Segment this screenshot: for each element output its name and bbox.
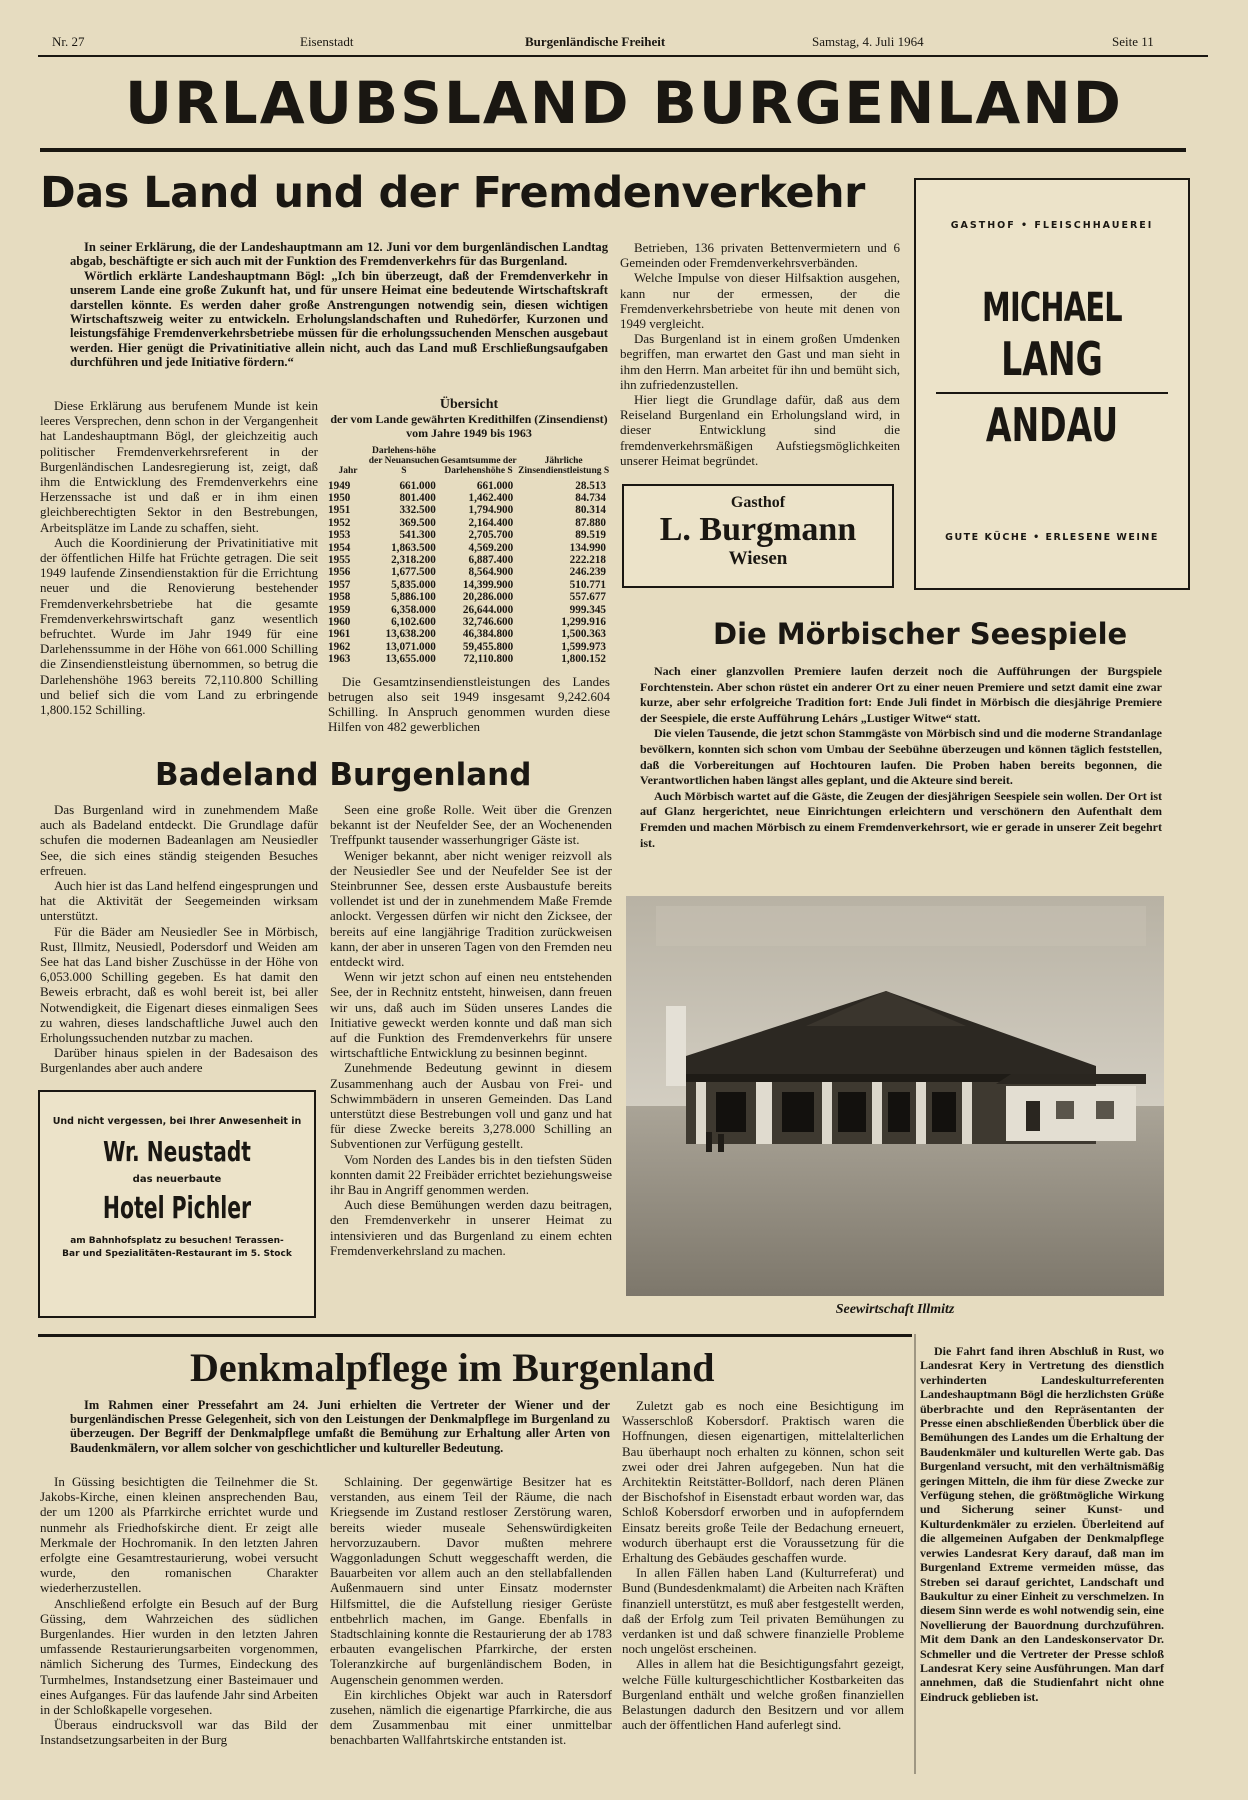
paragraph: Auch Mörbisch wartet auf die Gäste, die Zeugen der diesjährigen Seespiele sein wollen. Der Ort ist auf Glanz hergerichtet, neue Einrichtungen erleichtern und verschönern den Aufenthalt dem Fremden und machen Mörbisch zu einem Fremdenverkehrsort, wie er gerade in unserer Zeit begehrt ist.	[640, 788, 1162, 850]
paragraph: Ein kirchliches Objekt war auch in Ratersdorf zusehen, nämlich die eigenartige Pfarrkirche, die aus dem Zusammenbau mit einer unmittelbar benachbarten Wallfahrtskirche entstanden ist.	[330, 1686, 612, 1748]
table-cell: 1955	[328, 554, 351, 567]
table-row	[328, 653, 610, 665]
newspaper-name: Burgenländische Freiheit	[525, 34, 666, 49]
table-row	[328, 628, 610, 640]
paragraph: Auch diese Bemühungen werden dazu beitragen, den Fremdenverkehr in unserer Heimat zu intensivieren und das Burgenland zu einem echten Fremdenverkehrsland zu machen.	[330, 1197, 612, 1258]
building-photo	[626, 896, 1164, 1296]
table-cell: 1,794.900	[468, 504, 514, 517]
paragraph: Seen eine große Rolle. Weit über die Grenzen bekannt ist der Neufelder See, der an Wochenenden Treffpunkt tausender wasserhungriger Gäste ist.	[330, 802, 612, 848]
header-rule	[38, 55, 1208, 57]
column-divider	[914, 1334, 916, 1774]
table-cell: 1,500.363	[561, 628, 606, 641]
table-cell: 89.519	[575, 529, 606, 542]
issue-number: Nr. 27	[52, 34, 85, 49]
table-cell: 1951	[328, 504, 351, 517]
article-body-seespiele	[640, 664, 1162, 851]
ad-name-line: ANDAU	[985, 398, 1119, 452]
table-cell: 1,863.500	[391, 541, 436, 554]
table-header: Gesamtsumme der Darlehenshöhe S	[440, 455, 517, 476]
table-row	[328, 504, 610, 516]
paragraph: Auch die Koordinierung der Privatinitiative mit der öffentlichen Hilfe hat Früchte getragen. Die seit 1949 laufende Zinsendienstaktion für die Errichtung neuer und die Renovierung bestehender Fremdenverkehrsbetriebe hat die gesamte Fremdenverkehrswirtschaft ganz wesentlich befruchtet. Wurde im Jahr 1949 für eine Darlehenssumme in der Höhe von 661.000 Schilling die Zinsendienstleistung übernommen, so betrug die Darlehenshöhe 1963 bereits 72,110.800 Schilling und belief sich die vom Land zu erbringende 1,800.152 Schilling.	[40, 534, 318, 718]
table-cell: 28.513	[575, 479, 606, 492]
lead-paragraph: In seiner Erklärung, die der Landeshauptmann am 12. Juni vor dem burgenländischen Landtag abgab, beschäftigte er sich auch mit der Funktion des Fremdenverkehrs für das Burgenland.	[70, 240, 608, 269]
table-cell: 13,638.200	[385, 628, 436, 641]
article-lead-fremdenverkehr	[70, 240, 608, 370]
table-cell: 999.345	[569, 603, 606, 616]
paragraph: Wenn wir jetzt schon auf einen neu entstehenden See, der in Rechnitz entsteht, hinweisen, dann freuen wir uns, daß auch im Süden unseres Landes die Initiative geweckt werden konnte und daß man sich auf die Funktion des Fremdenverkehrs für unsere wirtschaftliche Entwicklung zu besinnen beginnt.	[330, 969, 612, 1061]
paragraph: Anschließend erfolgte ein Besuch auf der Burg Güssing, dem Wahrzeichen des südlichen Burgenlandes. Hier wurden in den letzten Jahren umfassende Restaurierungsarbeiten vorgenommen, nämlich Sicherung des Turmes, Eindeckung des Turmhelmes, Instandsetzung einer Basteimauer und eines Aufganges. Für das laufende Jahr sind Arbeiten in der Schloßkapelle vorgesehen.	[40, 1595, 318, 1718]
paragraph: Das Burgenland ist in einem großen Umdenken begriffen, man erwartet den Gast und man sieht in ihm den Herrn. Man arbeitet für ihn und bemüht sich, ihn zufriedenzustellen.	[620, 331, 900, 392]
article-column	[620, 240, 900, 468]
paragraph: Zuletzt gab es noch eine Besichtigung im Wasserschloß Kobersdorf. Praktisch waren die Hoffnungen, diesen eigenartigen, mittelalterlichen Bau überhaupt noch erhalten zu können, schon seit zwei oder drei Jahren aufgegeben. Nun hat die Architektin Reitstätter-Bolldorf, nach deren Plänen der Bischofshof in Eisenstadt erbaut worden war, das Schloß Kobersdorf erworben und in aufopferndem Einsatz bereits große Teile der Bedachung erneuert, wodurch überhaupt erst die Voraussetzung für die Erhaltung des Gebäudes geschaffen wurde.	[622, 1398, 904, 1566]
article-column	[330, 1474, 612, 1748]
table-cell: 557.677	[569, 591, 606, 604]
table-header: Jährliche Zinsendienstleistung S	[518, 455, 610, 476]
table-cell: 59,455.800	[462, 640, 514, 653]
table-cell: 332.500	[399, 504, 436, 517]
ad-city: Wr. Neustadt	[103, 1135, 251, 1168]
table-cell: 13,071.000	[385, 640, 436, 653]
section-rule	[38, 1334, 912, 1337]
table-cell: 1949	[328, 479, 351, 492]
paragraph: Schlaining. Der gegenwärtige Besitzer hat es verstanden, aus einem Teil der Räume, die nach Kriegsende im Zustand restloser Zerstörung waren, bereits wieder museale Sehenswürdigkeiten hervorzuzaubern. Davor mußten mehrere Waggonladungen Schutt weggeschafft werden, die Bauarbeiten vor allem auch an den stellabfallenden Außenmauern sind unter Einsatz modernster Hilfsmittel, die die Aufstellung riesiger Gerüste entbehrlich machen, im Gange. Ebenfalls in Stadtschlaining konnte die Restaurierung der ab 1783 erbauten evangelischen Pfarrkirche, der ersten Toleranzkirche auf burgenländischem Boden, in Augenschein genommen werden.	[330, 1474, 612, 1687]
table-cell: 84.734	[575, 492, 606, 504]
table-cell: 6,102.600	[391, 616, 436, 629]
credit-table	[328, 446, 610, 666]
ad-name-line: LANG	[1001, 332, 1103, 386]
paragraph: In allen Fällen haben Land (Kulturreferat) und Bund (Bundesdenkmalamt) die Arbeiten nach Kräften finanziell unterstützt, es muß aber festgestellt werden, daß der Erfolg zum Teil privaten Bemühungen zu verdanken ist und daß schwere finanzielle Probleme noch ungelöst erscheinen.	[622, 1565, 904, 1657]
table-cell: 1,299.916	[561, 616, 606, 629]
table-cell: 46,384.800	[462, 628, 514, 641]
paragraph: Vom Norden des Landes bis in den tiefsten Süden konnten damit 22 Freibäder errichtet beziehungsweise ihr Bau in Angriff genommen werden.	[330, 1151, 612, 1198]
table-cell: 1,800.152	[561, 653, 606, 666]
table-cell: 541.300	[399, 529, 436, 542]
table-cell: 661.000	[399, 479, 436, 492]
table-row	[328, 542, 610, 554]
paragraph: Hier liegt die Grundlage dafür, daß aus dem Reiseland Burgenland ein Erholungsland wird, in dieser Entwicklung sind die fremdenverkehrsmäßigen Aufstiegsmöglichkeiten unserer Heimat begründet.	[620, 392, 900, 468]
advertisement-pichler	[38, 1090, 316, 1318]
paragraph: In Güssing besichtigten die Teilnehmer die St. Jakobs-Kirche, einen kleinen ansprechenden Bau, der um 1200 als Pfarrkirche errichtet wurde und nunmehr als Friedhofskirche dient. Er zeigt alle Merkmale der Hochromanik. In den letzten Jahren erfolgte eine Gesamtrestaurierung, wobei versucht wurde, den romanischen Charakter wiederherzustellen.	[40, 1474, 318, 1596]
table-cell: 6,358.000	[391, 603, 436, 616]
table-row	[328, 641, 610, 653]
table-row	[328, 579, 610, 591]
table-row	[328, 591, 610, 603]
table-cell: 20,286.000	[462, 591, 514, 604]
table-cell: 134.990	[569, 541, 606, 554]
ad-heading: Gasthof	[730, 494, 786, 511]
table-cell: 2,705.700	[468, 529, 514, 542]
table-header: Darlehens-höhe der Neuansuchen S	[368, 445, 440, 476]
table-cell: 246.239	[569, 566, 606, 579]
table-cell: 6,887.400	[468, 554, 514, 567]
table-row	[328, 554, 610, 566]
table-subtitle: der vom Lande gewährten Kredithilfen (Zinsendienst) vom Jahre 1949 bis 1963	[330, 411, 608, 440]
table-cell: 13,655.000	[385, 653, 436, 666]
table-cell: 1958	[328, 591, 351, 604]
article-title-fremdenverkehr: Das Land und der Fremdenverkehr	[40, 168, 865, 218]
ad-divider	[936, 392, 1168, 394]
table-cell: 1,462.400	[468, 492, 514, 504]
ad-name-block	[916, 285, 1188, 452]
table-cell: 1953	[328, 529, 351, 542]
issue-date: Samstag, 4. Juli 1964	[812, 34, 924, 49]
paragraph: Die Fahrt fand ihren Abschluß in Rust, wo Landesrat Kery in Vertretung des dienstlich verhinderten Landeskulturreferenten Landeshauptmann Bögl die herzlichsten Grüße überbrachte und den Repräsentanten der Presse einen abschließenden Überblick über die Bemühungen des Landes um die Erhaltung der Baudenkmäler und kulturellen Werte gab. Das Burgenland versucht, mit den verhältnismäßig geringen Mitteln, die ihm für diese Zwecke zur Verfügung stehen, die größtmögliche Wirkung und Sicherung seiner Kunst- und Kulturdenkmäler zu erzielen. Überleitend auf die allgemeinen Aufgaben der Denkmalpflege verwies Landesrat Kery darauf, daß man im Burgenland Extreme vermeiden müsse, das Streben sei darauf gerichtet, Landschaft und Baukultur zu einer Einheit zu verschmelzen. In diesem Sinn werde es wohl notwendig sein, eine Novellierung der Bauordnung durchzuführen. Mit dem Dank an den Landeskonservator Dr. Schmeller und die Vertreter der Presse schloß Landesrat Kery seine Ausführungen. Man darf annehmen, daß die Studienfahrt nicht ohne Eindruck geblieben ist.	[920, 1344, 1164, 1704]
table-cell: 1,599.973	[561, 640, 606, 653]
table-cell: 4,569.200	[468, 541, 514, 554]
table-row	[328, 566, 610, 578]
table-cell: 80.314	[575, 504, 606, 517]
paragraph-text: Die Gesamtzinsendienstleistungen des Landes betrugen also seit 1949 insgesamt 9,242.604 Schilling. In Anspruch genommen wurden diese Hilfen von 482 gewerblichen	[328, 673, 610, 735]
paragraph: Das Burgenland wird in zunehmendem Maße auch als Badeland entdeckt. Die Grundlage dafür schufen die modernen Badeanlagen am Neusiedler See, die sich eines ständig steigenden Besuches erfreuen.	[40, 802, 318, 878]
table-cell: 510.771	[569, 578, 606, 591]
table-cell: 1950	[328, 492, 351, 504]
table-cell: 1952	[328, 516, 351, 529]
article-column	[40, 398, 318, 717]
table-title: Übersicht	[439, 397, 499, 412]
banner-title: URLAUBSLAND BURGENLAND	[125, 69, 1123, 137]
table-cell: 661.000	[476, 479, 514, 492]
ad-footer-line: Bar und Spezialitäten-Restaurant im 5. Stock	[62, 1249, 292, 1259]
table-cell: 26,644.000	[462, 603, 514, 616]
table-cell: 1956	[328, 566, 351, 579]
table-cell: 369.500	[399, 516, 436, 529]
ad-heading: Und nicht vergessen, bei Ihrer Anwesenheit in	[52, 1116, 302, 1127]
article-column	[330, 802, 612, 1258]
table-cell: 222.218	[569, 554, 606, 567]
paragraph: Auch hier ist das Land helfend eingesprungen und hat die Aktivität der Seegemeinden wirksam unterstützt.	[40, 878, 318, 924]
advertisement-burgmann	[622, 484, 894, 588]
advertisement-lang	[914, 178, 1190, 590]
table-cell: 1960	[328, 616, 351, 629]
table-cell: 1,677.500	[391, 566, 436, 579]
paragraph: Weniger bekannt, aber nicht weniger reizvoll als der Neusiedler See und der Neufelder See ist der Steinbrunner See, dessen erste Ausbaustufe bereits vollendet ist und der in zunehmendem Maße Fremde anlockt. Vergessen dürfen wir nicht den Zicksee, der bereits auf eine langjährige Tradition zurückweisen kann, der aber in unseren Tagen von den Fremden neu entdeckt wird.	[330, 847, 612, 970]
table-cell: 2,318.200	[391, 554, 436, 567]
city: Eisenstadt	[300, 34, 354, 49]
table-row	[328, 604, 610, 616]
paragraph: Diese Erklärung aus berufenem Munde ist kein leeres Versprechen, denn schon in der Vergangenheit hat Landeshauptmann Bögl, der gleichzeitig auch politischer Fremdenverkehrsreferent in der Burgenländischen Landesregierung ist, zeigt, daß ihm die Entwicklung des Fremdenverkehrs eine Herzenssache ist und daß er in ihm einen gleichberechtigten Sektor in den Bestrebungen, Arbeitsplätze im Lande zu schaffen, sieht.	[40, 398, 318, 535]
table-cell: 2,164.400	[468, 516, 514, 529]
table-row	[328, 492, 610, 504]
lead-paragraph: Wörtlich erklärte Landeshauptmann Bögl: „Ich bin überzeugt, daß der Fremdenverkehr in unserem Lande eine große Zukunft hat, und für unsere Heimat eine bedeutende Wirtschaftskraft darstellen könnte. Es werden daher große Anstrengungen notwendig sein, diesen wichtigen Wirtschaftszweig weiter zu entwickeln. Erholungslandschaften und Ruhedörfer, Kurzonen und leistungsfähige Fremdenverkehrsbetriebe müssen für die erholungssuchenden Menschen ausgebaut werden. Hier genügt die Privatinitiative allein nicht, auch das Land muß Erschließungsaufgaben durchführen und jede Initiative fördern.“	[70, 268, 608, 370]
paragraph	[328, 674, 610, 735]
article-column	[622, 1398, 904, 1732]
article-title-seespiele: Die Mörbischer Seespiele	[713, 617, 1128, 651]
table-cell: 32,746.600	[462, 616, 514, 629]
paragraph: Nach einer glanzvollen Premiere laufen derzeit noch die Aufführungen der Burgspiele Forchtenstein. Aber schon rüstet ein anderer Ort zu einer neuen Premiere und setzt damit eine zwar kurze, aber sehr erfolgreiche Tradition fort: Ende Juli findet in Mörbisch die diesjährige Premiere der Seespiele, die erste Aufführung Lehárs „Lustiger Witwe“ statt.	[640, 664, 1162, 725]
ad-heading: GASTHOF • FLEISCHHAUEREI	[950, 220, 1154, 231]
article-column	[40, 802, 318, 1076]
table-cell: 72,110.800	[463, 653, 514, 666]
paragraph: Alles in allem hat die Besichtigungsfahrt gezeigt, welche Fülle kulturgeschichtlicher Kostbarkeiten das Burgenland enthält und welche großen finanziellen Belastungen dadurch den Besitzern und vor allem auch der öffentlichen Hand auferlegt sind.	[622, 1656, 904, 1733]
table-cell: 5,886.100	[391, 591, 436, 604]
table-cell: 801.400	[399, 492, 436, 504]
article-title-denkmalpflege: Denkmalpflege im Burgenland	[190, 1345, 715, 1390]
table-header: Jahr	[338, 465, 358, 476]
table-cell: 87.880	[575, 516, 606, 529]
paragraph: Überaus eindrucksvoll war das Bild der Instandsetzungsarbeiten in der Burg	[40, 1717, 318, 1748]
article-lead-denkmalpflege	[70, 1398, 610, 1455]
table-cell: 1962	[328, 640, 351, 653]
article-title-badeland: Badeland Burgenland	[155, 757, 532, 793]
article-column	[40, 1474, 318, 1748]
table-row	[328, 529, 610, 541]
lead-paragraph: Im Rahmen einer Pressefahrt am 24. Juni erhielten die Vertreter der Wiener und der burgenländischen Presse Gelegenheit, sich von den Leistungen der Denkmalpflege im Burgenland zu überzeugen. Der Begriff der Denkmalpflege umfaßt die Bemühung zur Erhaltung aller Arten von Baudenkmälern, vor allem solcher von geschichtlicher und kultureller Bedeutung.	[70, 1398, 610, 1455]
ad-footer: GUTE KÜCHE • ERLESENE WEINE	[945, 532, 1159, 543]
ad-place: Wiesen	[728, 547, 788, 569]
table-cell: 1963	[328, 653, 351, 666]
paragraph: Betrieben, 136 privaten Bettenvermietern und 6 Gemeinden oder Fremdenverkehrsverbänden.	[620, 240, 900, 271]
table-cell: 8,564.900	[468, 566, 514, 579]
ad-hotel-name: Hotel Pichler	[102, 1191, 252, 1226]
credit-table-box	[328, 398, 610, 735]
table-cell: 1961	[328, 628, 351, 641]
table-row	[328, 480, 610, 492]
ad-name: L. Burgmann	[659, 511, 857, 548]
photo-caption: Seewirtschaft Illmitz	[835, 1302, 955, 1317]
table-cell: 1957	[328, 578, 351, 591]
paragraph: Die vielen Tausende, die jetzt schon Stammgäste von Mörbisch sind und die moderne Strandanlage bevölkern, konnten sich schon vom Umbau der Seebühne überzeugen und können täglich feststellen, daß die Vorbereitungen auf Hochtouren laufen. Die Proben haben bereits begonnen, die Verantwortlichen haben längst alles geplant, und die Akteure sind bereit.	[640, 726, 1162, 788]
paragraph: Welche Impulse von dieser Hilfsaktion ausgehen, kann nur der ermessen, der die Fremdenverkehrsbetriebe von heute mit denen von 1949 vergleicht.	[620, 270, 900, 332]
table-cell: 5,835.000	[391, 578, 436, 591]
table-cell: 14,399.900	[462, 578, 514, 591]
article-column-bold	[920, 1344, 1164, 1704]
ad-subline: das neuerbaute	[132, 1174, 222, 1185]
page-number: Seite 11	[1112, 34, 1154, 49]
table-cell: 1954	[328, 541, 351, 554]
table-row	[328, 517, 610, 529]
table-cell: 1959	[328, 603, 351, 616]
ad-footer-line: am Bahnhofsplatz zu besuchen! Terassen-	[70, 1236, 284, 1246]
paragraph: Darüber hinaus spielen in der Badesaison des Burgenlandes aber auch andere	[40, 1045, 318, 1076]
banner-rule	[40, 148, 1186, 152]
ad-name-line: MICHAEL	[982, 285, 1122, 331]
paragraph: Für die Bäder am Neusiedler See in Mörbisch, Rust, Illmitz, Neusiedl, Podersdorf und Weiden am See hat das Land bisher Zuschüsse in der Höhe von 6,053.000 Schilling gegeben. Es hat damit den Beweis erbracht, daß es wohl bereit ist, bei aller Notwendigkeit, die Eigenart dieses einmaligen Sees zu wahren, dieses landschaftliche Juwel auch den Erholungssuchenden nutzbar zu machen.	[40, 923, 318, 1046]
paragraph: Zunehmende Bedeutung gewinnt in diesem Zusammenhang auch der Ausbau von Frei- und Schwimmbädern in unseren Gemeinden. Das Land unterstützt diese Bestrebungen voll und ganz und hat für diese Zwecke bereits 3,278.000 Schilling an Subventionen zur Verfügung gestellt.	[330, 1060, 612, 1152]
photo-seewirtschaft-illmitz	[626, 896, 1164, 1296]
table-row	[328, 616, 610, 628]
